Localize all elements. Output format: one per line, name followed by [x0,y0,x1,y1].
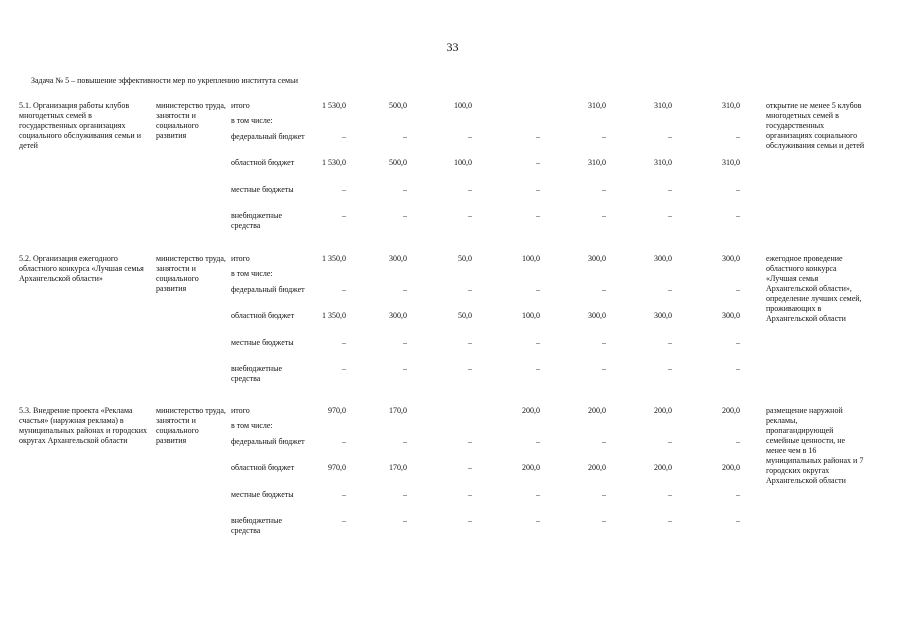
funding-source: федеральный бюджет [231,285,305,294]
funding-source: в том числе: [231,421,273,430]
funding-value: 300,0 [722,311,740,320]
funding-value: – [342,338,346,347]
funding-value: 310,0 [722,158,740,167]
funding-value: – [468,490,472,499]
funding-value: 300,0 [389,311,407,320]
executor: министерство труда, занятости и социального развития [156,406,226,445]
funding-value: – [468,211,472,220]
funding-value: 200,0 [722,463,740,472]
funding-value: 300,0 [588,311,606,320]
funding-value: 100,0 [454,101,472,110]
funding-value: – [403,364,407,373]
funding-value: – [342,516,346,525]
funding-value: 500,0 [389,101,407,110]
funding-line-federal [0,285,905,311]
funding-value: – [602,338,606,347]
funding-source: в том числе: [231,116,273,125]
funding-value: – [736,437,740,446]
funding-value: – [668,211,672,220]
funding-value: – [468,516,472,525]
funding-value: – [536,211,540,220]
funding-source: местные бюджеты [231,490,294,499]
funding-value: – [403,285,407,294]
funding-value: – [403,338,407,347]
funding-value: – [602,516,606,525]
funding-line-regional [0,158,905,184]
funding-value: 50,0 [458,311,472,320]
funding-value: – [468,437,472,446]
funding-value: – [668,132,672,141]
funding-value: 1 350,0 [322,254,346,263]
funding-value: 170,0 [389,463,407,472]
funding-source: областной бюджет [231,311,295,320]
funding-line-extrabudgetary [0,211,905,237]
funding-value: 200,0 [522,463,540,472]
funding-value: 300,0 [722,254,740,263]
funding-line-extrabudgetary [0,516,905,542]
funding-value: – [468,338,472,347]
funding-value: – [736,338,740,347]
funding-value: 300,0 [588,254,606,263]
funding-source: местные бюджеты [231,185,294,194]
funding-value: – [403,437,407,446]
funding-value: – [736,490,740,499]
funding-value: 970,0 [328,406,346,415]
funding-value: 310,0 [588,101,606,110]
funding-value: – [602,437,606,446]
funding-source: итого [231,406,250,415]
funding-source: федеральный бюджет [231,437,305,446]
funding-line-local [0,490,905,516]
funding-value: – [668,285,672,294]
funding-source: внебюджетные средства [231,516,282,535]
funding-value: – [668,437,672,446]
funding-value: – [403,516,407,525]
funding-value: 300,0 [654,254,672,263]
executor: министерство труда, занятости и социального развития [156,254,226,293]
funding-value: – [736,132,740,141]
funding-value: – [342,185,346,194]
funding-source: областной бюджет [231,463,295,472]
funding-value: – [602,285,606,294]
funding-value: 310,0 [654,158,672,167]
funding-value: – [602,490,606,499]
funding-value: 200,0 [588,463,606,472]
funding-value: – [403,185,407,194]
funding-value: 200,0 [522,406,540,415]
program-row [0,101,905,241]
program-row [0,406,905,546]
funding-value: – [536,437,540,446]
funding-source: итого [231,101,250,110]
funding-value: – [342,132,346,141]
funding-value: – [602,185,606,194]
funding-value: 1 530,0 [322,158,346,167]
funding-value: 170,0 [389,406,407,415]
funding-value: – [342,490,346,499]
funding-value: – [536,185,540,194]
funding-value: – [403,211,407,220]
funding-value: – [342,437,346,446]
funding-source: внебюджетные средства [231,364,282,383]
funding-line-local [0,338,905,364]
measure-name: 5.3. Внедрение проекта «Реклама счастья» (наружная реклама) в муниципальных районах и городских округах Архангельской области [19,406,147,445]
funding-value: – [602,211,606,220]
funding-value: – [736,211,740,220]
funding-value: – [342,364,346,373]
funding-value: 1 530,0 [322,101,346,110]
funding-value: – [536,516,540,525]
funding-line-federal [0,437,905,463]
funding-value: 100,0 [522,254,540,263]
funding-value: 100,0 [454,158,472,167]
expected-result: размещение наружной рекламы, пропагандирующей семейные ценности, не менее чем в 16 муниципальных районах и 7 городских округах Архангельской области [766,406,864,485]
funding-value: – [668,364,672,373]
funding-value: – [468,285,472,294]
funding-line-extrabudgetary [0,364,905,390]
funding-source: областной бюджет [231,158,295,167]
funding-value: – [536,490,540,499]
funding-value: – [536,158,540,167]
funding-value: – [736,185,740,194]
funding-value: 200,0 [588,406,606,415]
funding-value: – [403,132,407,141]
funding-value: – [468,364,472,373]
funding-value: 970,0 [328,463,346,472]
funding-source: итого [231,254,250,263]
expected-result: открытие не менее 5 клубов многодетных семей в государственных организациях социального обслуживания семьи и детей [766,101,865,150]
funding-line-regional [0,311,905,337]
funding-value: – [342,285,346,294]
funding-value: – [468,132,472,141]
funding-value: 50,0 [458,254,472,263]
funding-value: 310,0 [722,101,740,110]
funding-value: – [602,132,606,141]
funding-value: – [736,285,740,294]
program-row [0,254,905,394]
funding-value: 200,0 [722,406,740,415]
funding-value: 310,0 [654,101,672,110]
funding-value: 500,0 [389,158,407,167]
funding-value: – [403,490,407,499]
funding-value: – [536,338,540,347]
funding-value: – [342,211,346,220]
funding-value: 1 350,0 [322,311,346,320]
funding-value: – [668,516,672,525]
funding-value: – [736,364,740,373]
funding-value: – [668,185,672,194]
task-title: Задача № 5 – повышение эффективности мер по укреплению института семьи [31,76,299,85]
executor: министерство труда, занятости и социального развития [156,101,226,140]
measure-name: 5.1. Организация работы клубов многодетных семей в государственных организациях социального обслуживания семьи и детей [19,101,141,150]
funding-value: 310,0 [588,158,606,167]
funding-line-regional [0,463,905,489]
funding-line-federal [0,132,905,158]
funding-value: 300,0 [654,311,672,320]
funding-value: – [536,285,540,294]
funding-value: – [536,364,540,373]
funding-value: 200,0 [654,406,672,415]
funding-source: местные бюджеты [231,338,294,347]
funding-value: – [668,490,672,499]
funding-line-local [0,185,905,211]
funding-value: – [468,185,472,194]
funding-source: федеральный бюджет [231,132,305,141]
funding-value: – [736,516,740,525]
funding-source: внебюджетные средства [231,211,282,230]
funding-source: в том числе: [231,269,273,278]
expected-result: ежегодное проведение областного конкурса «Лучшая семья Архангельской области», определение лучших семей, проживающих в Архангельской области [766,254,862,323]
funding-value: 200,0 [654,463,672,472]
measure-name: 5.2. Организация ежегодного областного конкурса «Лучшая семья Архангельской области» [19,254,144,283]
funding-value: – [668,338,672,347]
funding-value: – [536,132,540,141]
funding-value: 100,0 [522,311,540,320]
funding-value: – [602,364,606,373]
page-number: 33 [446,40,459,54]
funding-value: – [468,463,472,472]
funding-value: 300,0 [389,254,407,263]
